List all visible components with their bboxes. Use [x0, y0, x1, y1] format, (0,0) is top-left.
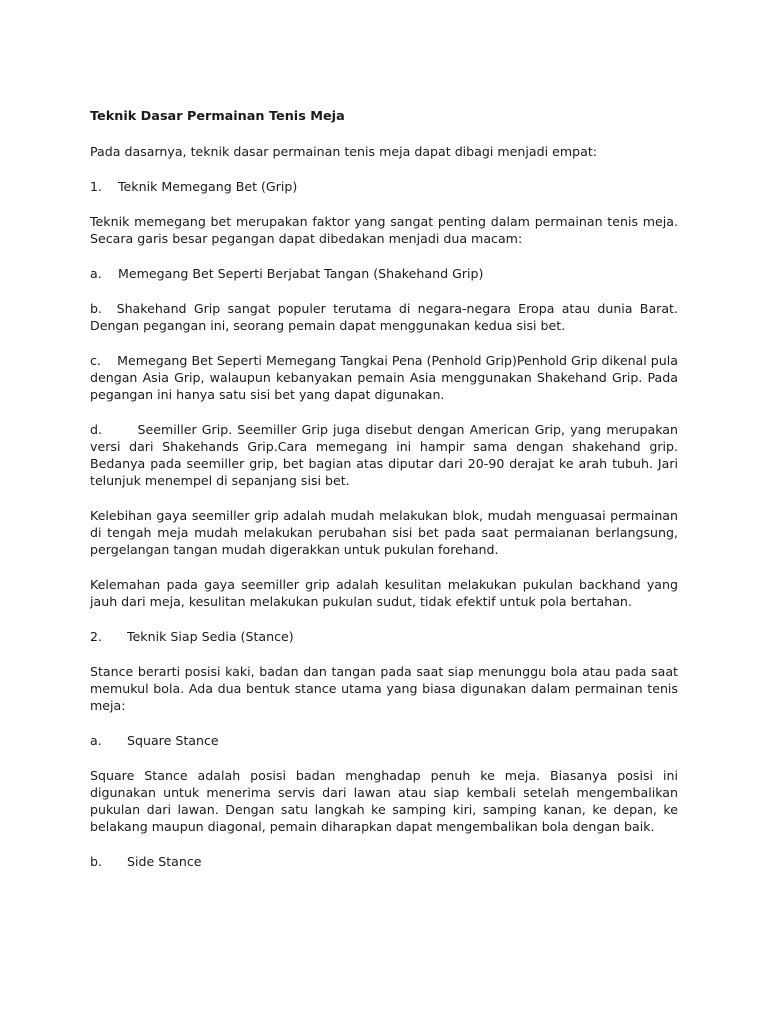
square-stance-paragraph: Square Stance adalah posisi badan menghadap penuh ke meja. Biasanya posisi ini digunakan untuk menerima servis dari lawan atau siap kembali setelah mengembalikan pukulan dari lawan. Dengan satu langkah ke samping kiri, samping kanan, ke depan, ke belakang maupun diagonal, pemain diharapkan dapat mengembalikan bola dengan baik.	[90, 768, 678, 834]
kelemahan-paragraph: Kelemahan pada gaya seemiller grip adalah kesulitan melakukan pukulan backhand yang jauh dari meja, kesulitan melakukan pukulan sudut, tidak efektif untuk pola bertahan.	[90, 577, 678, 609]
grip-paragraph: Teknik memegang bet merupakan faktor yang sangat penting dalam permainan tenis meja. Secara garis besar pegangan dapat dibedakan menjadi dua macam:	[90, 214, 678, 246]
list-item-text: Square Stance	[127, 733, 219, 748]
section-heading-text: Teknik Memegang Bet (Grip)	[118, 179, 298, 194]
intro-paragraph: Pada dasarnya, teknik dasar permainan tenis meja dapat dibagi menjadi empat:	[90, 144, 598, 159]
list-item-a	[90, 265, 678, 282]
section-heading-stance	[90, 628, 678, 645]
list-item-text: Memegang Bet Seperti Berjabat Tangan (Shakehand Grip)	[118, 266, 484, 281]
stance-item-a	[90, 732, 678, 749]
list-marker: d.	[90, 422, 102, 437]
list-item-text: Side Stance	[127, 854, 202, 869]
section-number: 1.	[90, 179, 103, 194]
section-heading-text: Teknik Siap Sedia (Stance)	[127, 629, 294, 644]
document-title: Teknik Dasar Permainan Tenis Meja	[90, 109, 345, 124]
section-number: 2.	[90, 629, 103, 644]
document-body	[90, 108, 678, 888]
list-item-text: Seemiller Grip. Seemiller Grip juga disebut dengan American Grip, yang merupakan versi dari Shakehands Grip.Cara memegang ini hampir sama dengan shakehand grip. Bedanya pada seemiller grip, bet bagian atas diputar dari 20-90 derajat ke arah tubuh. Jari telunjuk menempel di sepanjang sisi bet.	[90, 422, 678, 488]
stance-paragraph: Stance berarti posisi kaki, badan dan tangan pada saat siap menunggu bola atau pada saat memukul bola. Ada dua bentuk stance utama yang biasa digunakan dalam permainan tenis meja:	[90, 664, 678, 713]
stance-item-b	[90, 853, 678, 870]
section-heading-grip	[90, 178, 678, 195]
list-item-c	[90, 352, 678, 403]
list-marker: c.	[90, 353, 101, 368]
list-marker: a.	[90, 733, 102, 748]
list-item-b	[90, 300, 678, 334]
kelebihan-paragraph: Kelebihan gaya seemiller grip adalah mudah melakukan blok, mudah menguasai permainan di tengah meja mudah melakukan perubahan sisi bet pada saat permaianan berlangsung, pergelangan tangan mudah digerakkan untuk pukulan forehand.	[90, 508, 678, 557]
list-marker: a.	[90, 266, 102, 281]
list-item-d	[90, 421, 678, 489]
list-marker: b.	[90, 854, 102, 869]
list-item-text: Memegang Bet Seperti Memegang Tangkai Pena (Penhold Grip)Penhold Grip dikenal pula dengan Asia Grip, walaupun kebanyakan pemain Asia menggunakan Shakehand Grip. Pada pegangan ini hanya satu sisi bet yang dapat digunakan.	[90, 353, 678, 402]
list-item-text: Shakehand Grip sangat populer terutama di negara-negara Eropa atau dunia Barat. Dengan pegangan ini, seorang pemain dapat menggunakan kedua sisi bet.	[90, 301, 679, 333]
list-marker: b.	[90, 301, 102, 316]
